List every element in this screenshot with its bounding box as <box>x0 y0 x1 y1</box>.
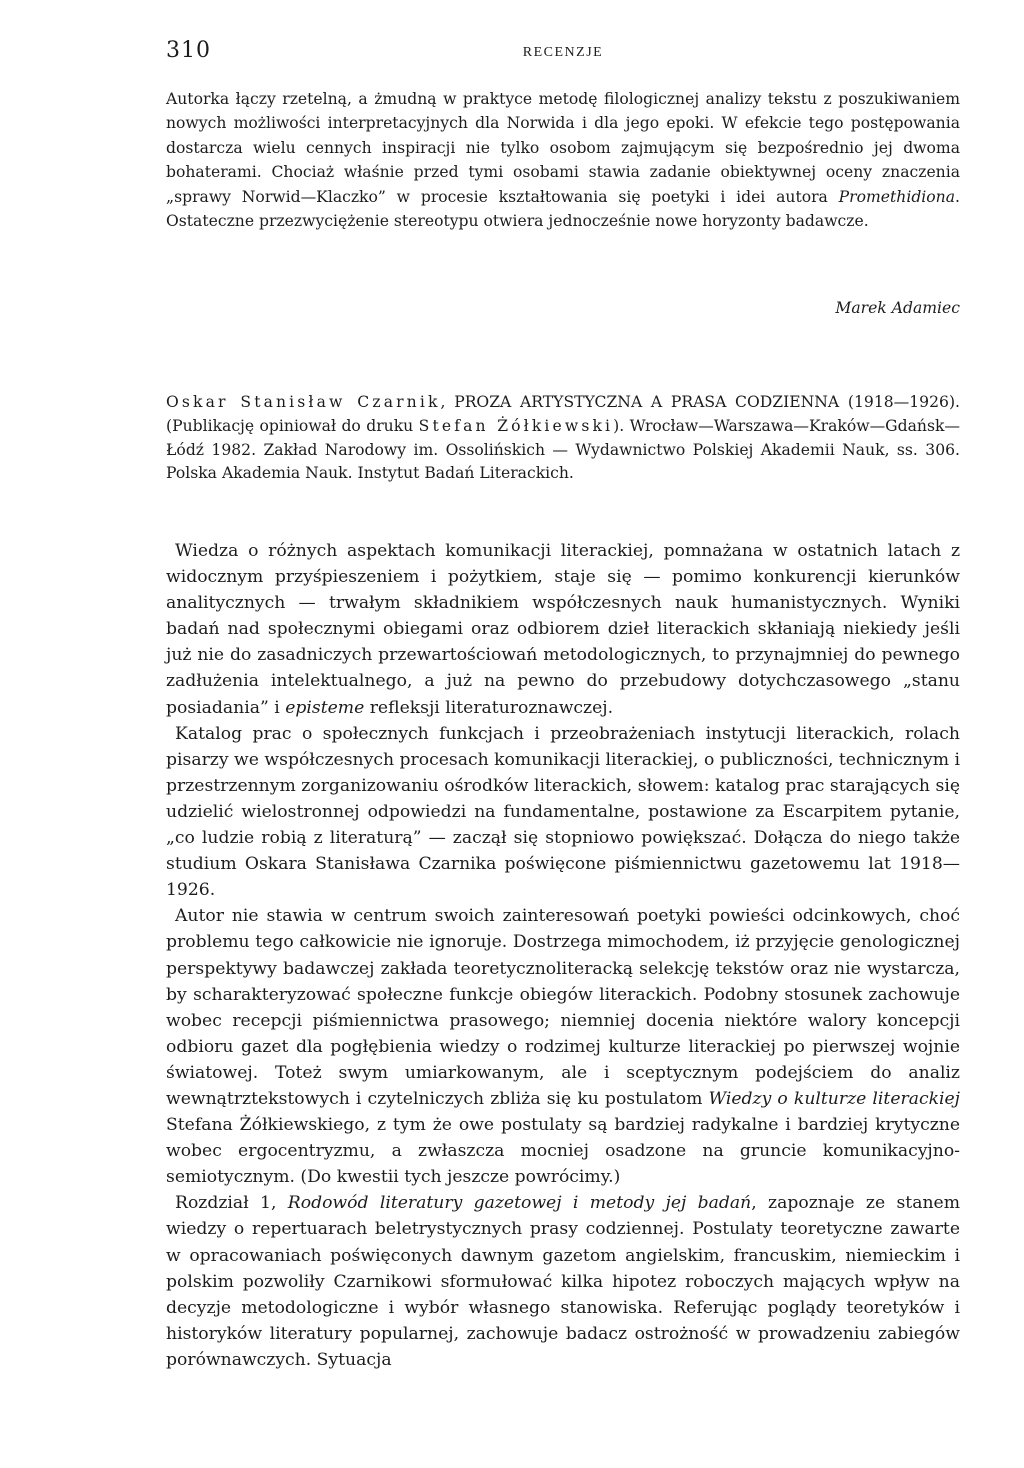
book-author: Oskar Stanisław Czarnik <box>166 393 441 411</box>
body-paragraph-3-italic: Wiedzy o kulturze literackiej <box>708 1088 960 1109</box>
body-paragraph-3-text-end: Stefana Żółkiewskiego, z tym że owe postulaty są bardziej radykalne i bardziej krytyczne wobec ergocentryzmu, a zwłaszcza mocniej osadzone na gruncie komunikacyjno-semiotycznym. (Do kwestii tych jeszcze powrócimy.) <box>166 1115 960 1188</box>
book-reviewer: Stefan Żółkiewski <box>418 416 614 435</box>
body-paragraph-2: Katalog prac o społecznych funkcjach i przeobrażeniach instytucji literackich, rolach pisarzy we współczesnych procesach komunikacji literackiej, o publiczności, technicznym i przestrzennym zorganizowaniu ośrodków literackich, słowem: katalog prac starających się udzielić wielostronnej odpowiedzi na fundamentalne, postawione za Escarpitem pytanie, „co ludzie robią z literaturą” — zaczął się stopniowo powiększać. Dołącza do niego także studium Oskara Stanisława Czarnika poświęcone piśmiennictwu gazetowemu lat 1918—1926. <box>166 723 960 901</box>
body-paragraph-1-text: Wiedza o różnych aspektach komunikacji literackiej, pomnażana w ostatnich latach z widocznym przyśpieszeniem i pożytkiem, staje się — pomimo konkurencji kierunków analitycznych — trwałym składnikiem współczesnych nauk humanistycznych. Wyniki badań nad społecznymi obiegami oraz odbiorem dzieł literackich skłaniają niekiedy jeśli już nie do zasadniczych przewartościowań metodologicznych, to przynajmniej do pewnego zadłużenia intelektualnego, a już na pewno do przebudowy dotychczasowego „stanu posiadania” i <box>166 541 960 718</box>
body-paragraph-1 <box>166 538 960 721</box>
body-paragraph-3 <box>166 903 960 1190</box>
reviewer-signature: Marek Adamiec <box>835 299 960 317</box>
body-paragraph-4 <box>166 1190 960 1373</box>
body-paragraph-3-text: Autor nie stawia w centrum swoich zainteresowań poetyki powieści odcinkowych, choć problemu tego całkowicie nie ignoruje. Dostrzega mimochodem, iż przyjęcie genologicznej perspektywy badawczej zakłada teoretycznoliteracką selekcję tekstów oraz nie wystarcza, by scharakteryzować społeczne funkcje obiegów literackich. Podobny stosunek zachowuje wobec recepcji piśmiennictwa prasowego; niemniej docenia niektóre walory koncepcji odbioru gazet dla pogłębienia wiedzy o rodzimej kulturze literackiej po pierwszej wojnie światowej. Toteż swym umiarkowanym, ale i sceptycznym podejściem do analiz wewnątrztekstowych i czytelniczych zbliża się ku postulatom <box>166 906 960 1109</box>
book-title: , PROZA ARTYSTYCZNA A PRASA CODZIENNA (1918—1926). (Publikację opiniował do druku <box>166 393 960 435</box>
running-head: RECENZJE <box>522 45 604 60</box>
body-paragraph-4-text-end: , zapoznaje ze stanem wiedzy o repertuarach beletrystycznych prasy codziennej. Postulaty teoretyczne zawarte w opracowaniach poświęconych dawnym gazetom angielskim, francuskim, niemieckim i polskim pozwoliły Czarnikowi sformułować kilka hipotez roboczych mających wpływ na decyzje metodologiczne i wybór własnego stanowiska. Referując poglądy teoretyków i historyków literatury popularnej, zachowuje badacz ostrożność w prowadzeniu zabiegów porównawczych. Sytuacja <box>166 1193 960 1370</box>
previous-review-closing-paragraph <box>166 87 960 233</box>
body-paragraph-4-italic: Rodowód literatury gazetowej i metody jej badań <box>287 1193 752 1214</box>
previous-review-italic-title: Promethidiona <box>838 187 956 206</box>
review-body <box>166 538 960 1373</box>
body-paragraph-4-text: Rozdział 1, <box>175 1193 288 1214</box>
publication-details: ). Wrocław—Warszawa—Kraków—Gdańsk—Łódź 1982. Zakład Narodowy im. Ossolińskich — Wydawnictwo Polskiej Akademii Nauk, ss. 306. Polska Akademia Nauk. Instytut Badań Literackich. <box>166 416 961 483</box>
page-number: 310 <box>166 38 211 63</box>
previous-review-text-end: . Ostateczne przezwyciężenie stereotypu otwiera jednocześnie nowe horyzonty badawcze. <box>166 187 960 231</box>
body-paragraph-1-italic: episteme <box>285 697 365 718</box>
bibliographic-entry <box>166 391 960 486</box>
body-paragraph-1-text-end: refleksji literaturoznawczej. <box>364 697 614 718</box>
page-header <box>166 38 960 78</box>
previous-review-text: Autorka łączy rzetelną, a żmudną w praktyce metodę filologicznej analizy tekstu z poszukiwaniem nowych możliwości interpretacyjnych dla Norwida i dla jego epoki. W efekcie tego postępowania dostarcza wielu cennych inspiracji nie tylko osobom zajmującym się bezpośrednio jej dwoma bohaterami. Chociaż właśnie przed tymi osobami stawia zadanie obiektywnej oceny znaczenia „sprawy Norwid—Klaczko” w procesie kształtowania się poetyki i idei autora <box>166 90 960 206</box>
